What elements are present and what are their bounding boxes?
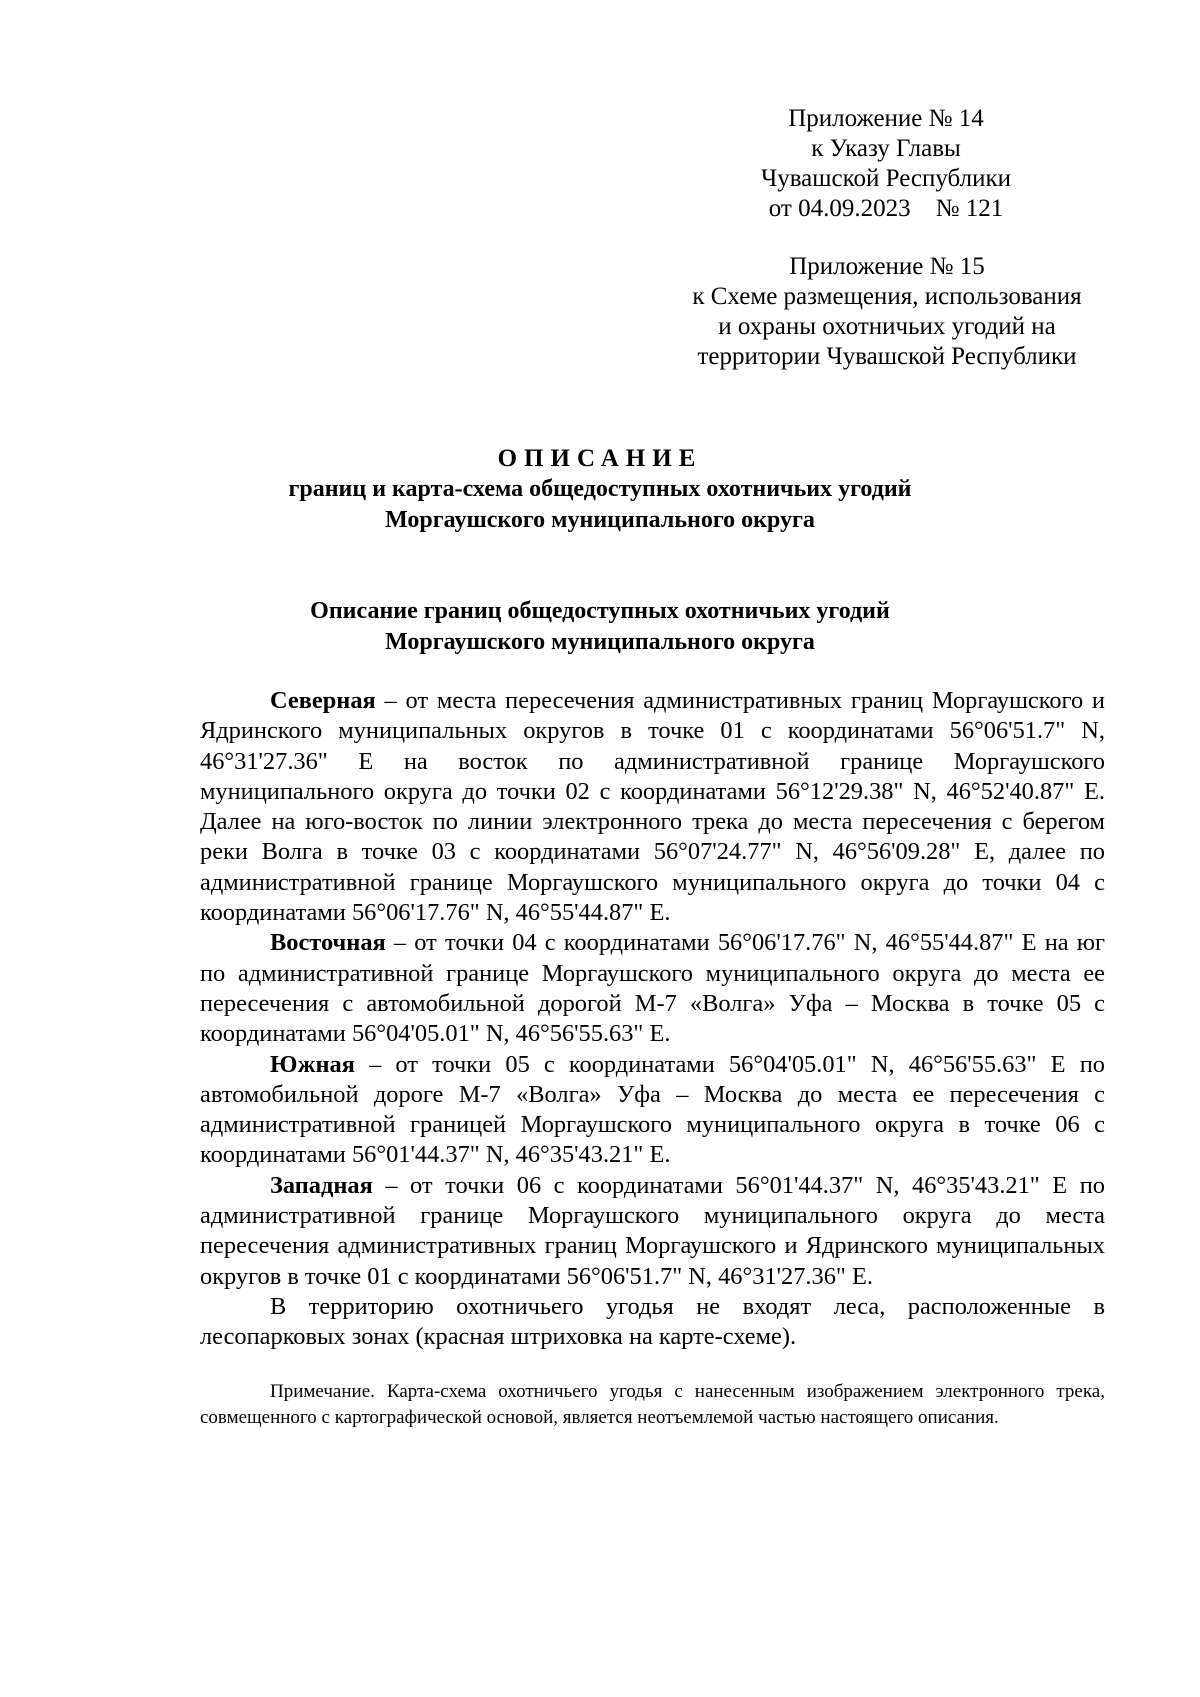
appendix-15-header [672, 252, 1102, 372]
section-title-line-2: Моргаушского муниципального округа [385, 629, 815, 655]
section-title [0, 596, 1200, 658]
appendix-14-decree: к Указу Главы [811, 135, 961, 162]
text-south: – от точки 05 с координатами 56°04'05.01" N, 46°56'55.63" E по автомобильной дороге М-7 «Волга» Уфа – Москва до места ее пересечения с административной границей Моргаушского муниципального округа в точке 06 с координатами 56°01'44.37" N, 46°35'43.21" E. [200, 1050, 1105, 1169]
text-west: – от точки 06 с координатами 56°01'44.37" N, 46°35'43.21" E по административной границе Моргаушского муниципального округа до места пересечения административных границ Моргаушского и Ядринского муниципальных округов в точке 01 с координатами 56°06'51.7" N, 46°31'27.36" E. [200, 1171, 1105, 1290]
appendix-14-number: Приложение № 14 [788, 105, 984, 132]
appendix-15-scheme: к Схеме размещения, использования [692, 283, 1082, 310]
title-line-2: границ и карта-схема общедоступных охотничьих угодий [288, 476, 912, 502]
label-east: Восточная [270, 929, 386, 957]
title-main: ОПИСАНИЕ [497, 445, 703, 472]
paragraph-exclusion: В территорию охотничьего угодья не входят леса, расположенные в лесопарковых зонах (красная штриховка на карте-схеме). [200, 1292, 1105, 1351]
appendix-14-republic: Чувашской Республики [760, 165, 1012, 192]
paragraph-east [200, 928, 1105, 1049]
paragraph-north [200, 686, 1105, 928]
appendix-15-number: Приложение № 15 [789, 253, 985, 280]
section-title-line-1: Описание границ общедоступных охотничьих угодий [310, 598, 890, 624]
document-title [0, 443, 1200, 536]
title-line-3: Моргаушского муниципального округа [385, 507, 815, 533]
label-north: Северная [270, 687, 376, 714]
paragraph-south [200, 1050, 1105, 1171]
label-south: Южная [270, 1050, 355, 1078]
appendix-14-header [736, 104, 1036, 224]
appendix-14-date: от 04.09.2023 № 121 [768, 195, 1004, 222]
text-north: – от места пересечения административных границ Моргаушского и Ядринского муниципальных округов в точке 01 с координатами 56°06'51.7" N, 46°31'27.36" E на восток по административной границе Моргаушского муниципального округа до точки 02 с координатами 56°12'29.38" N, 46°52'40.87" E. Далее на юго-восток по линии электронного трека до места пересечения с берегом реки Волга в точке 03 с координатами 56°07'24.77" N, 46°56'09.28" E, далее по административной границе Моргаушского муниципального округа до точки 04 с координатами 56°06'17.76" N, 46°55'44.87" E. [200, 687, 1105, 927]
appendix-15-territory: территории Чувашской Республики [697, 343, 1077, 370]
label-west: Западная [270, 1171, 373, 1199]
boundary-description [200, 686, 1105, 1353]
appendix-15-protection: и охраны охотничьих угодий на [718, 313, 1056, 340]
text-east: – от точки 04 с координатами 56°06'17.76" N, 46°55'44.87" E на юг по административной границе Моргаушского муниципального округа до места ее пересечения с автомобильной дорогой М-7 «Волга» Уфа – Москва в точке 05 с координатами 56°04'05.01" N, 46°56'55.63" E. [200, 929, 1105, 1048]
note: Примечание. Карта-схема охотничьего угодья с нанесенным изображением электронного трека, совмещенного с картографической основой, является неотъемлемой частью настоящего описания. [200, 1381, 1105, 1428]
paragraph-west [200, 1171, 1105, 1292]
